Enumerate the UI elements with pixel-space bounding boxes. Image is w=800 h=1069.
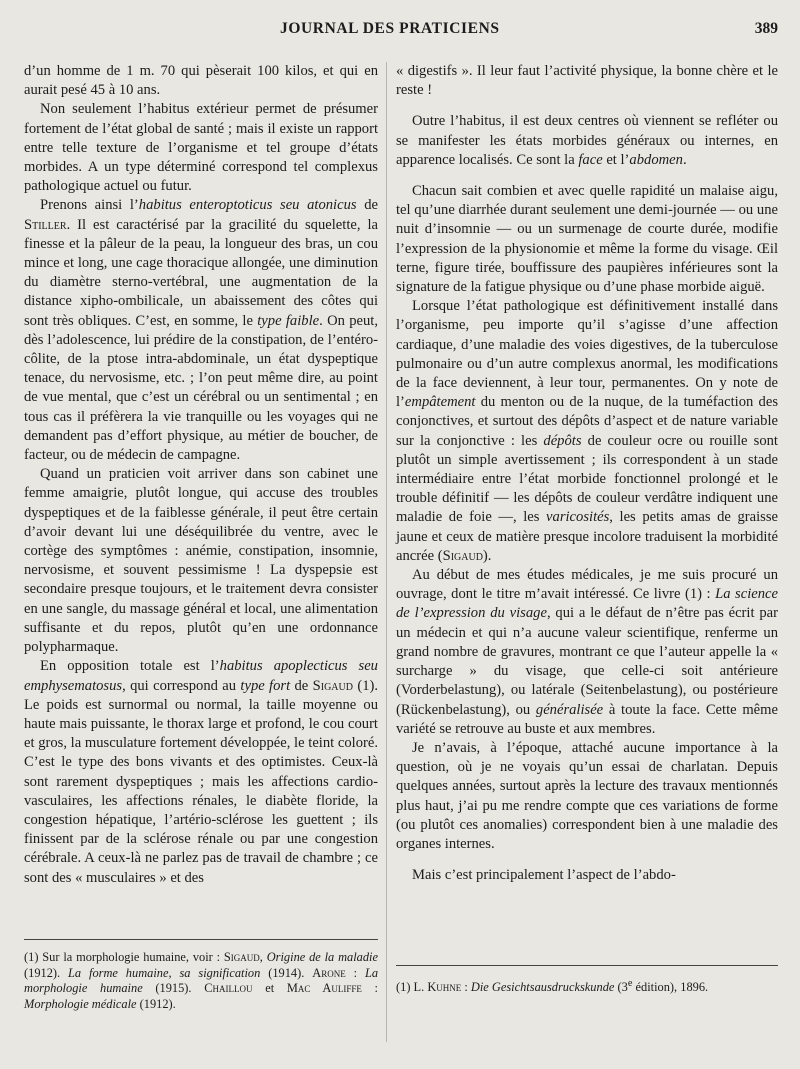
superscript: e: [627, 978, 633, 989]
book-title: La forme humaine, sa signification: [68, 965, 261, 980]
paragraph: Outre l’habitus, il est deux centres où viennent se refléter ou se manifester les états morbides généraux ou internes, en apparence localisés. Ce sont la face et l’abdomen.: [396, 113, 778, 168]
emphasis: généralisée: [535, 701, 604, 718]
author-name: Chaillou: [204, 981, 253, 996]
page-number: 389: [754, 20, 778, 37]
paragraph: Au début de mes études médicales, je me suis procuré un ouvrage, dont le titre m’avait intéressé. Ce livre (1) : La science de l’expression du visage, qui a le défaut de n’être pas écrit par un médecin et qui n’a aucune valeur scientifique, renferme un grand nombre de gravures, montrant ce que l’auteur appelle la « surcharge » du visage, que celle-ci soit antérieure (Vorderbelastung), ou latérale (Seitenbelastung), ou postérieure (Rückenbelastung), ou généralisée à toute la face. Cette même variété se retrouve au buste et aux membres.: [396, 567, 778, 737]
emphasis: empâtement: [404, 394, 476, 411]
book-title: Morphologie médicale: [24, 996, 137, 1011]
paragraph: Je n’avais, à l’époque, attaché aucune importance à la question, où je ne voyais qu’un essai de charlatan. Depuis quelques années, surtout après la lecture des travaux mentionnés plus haut, j’ai pu me rendre compte que ces variations de forme (ou plutôt ces anomalies) correspondent bien à une maladie des organes internes.: [396, 739, 778, 852]
page-header: [0, 16, 800, 46]
paragraph: Lorsque l’état pathologique est définitivement installé dans l’organisme, peu importe qu’il s’agisse d’une affection cardiaque, d’une maladie des voies digestives, de la tuberculose pulmonaire ou d’un autre complexus anormal, les modifications de la face deviennent, à leur tour, permanentes. On y note de l’empâtement du menton ou de la nuque, de la tuméfaction des conjonctives, et surtout des dépôts d’aspect et de nature variable sur la conjonctive : les dépôts de couleur ocre ou rouille sont plutôt un simple avertissement ; ils correspondent à un stade intermédiaire entre l’état morbide fonctionnel prolongé et le trouble définitif — les dépôts de couleur verdâtre indiquent une maladie de foie —, les varicosités, les petits amas de graisse jaune et ceux de matière presque incolore traduisent la morbidité ancrée (Sigaud).: [396, 298, 778, 564]
emphasis: habitus apoplecticus seu emphysematosus: [24, 658, 378, 694]
journal-title: JOURNAL DES PRATICIENS: [280, 20, 500, 37]
author-name: Sigaud: [442, 547, 483, 564]
author-name: Stiller: [24, 216, 67, 233]
author-name: Kuhne: [427, 980, 462, 995]
book-title: La morphologie humaine: [24, 965, 379, 996]
paragraph: « digestifs ». Il leur faut l’activité physique, la bonne chère et le reste !: [396, 63, 778, 99]
author-name: Arone: [312, 965, 346, 980]
book-title: La science de l’expression du visage: [396, 586, 778, 622]
paragraph: Mais c’est principalement l’aspect de l’abdo-: [412, 867, 676, 884]
right-column: [396, 62, 778, 885]
paragraph: d’un homme de 1 m. 70 qui pèserait 100 kilos, et qui en aurait pesé 45 à 10 ans.: [24, 63, 378, 99]
emphasis: varicosités: [546, 509, 610, 526]
emphasis: abdomen: [629, 151, 683, 168]
emphasis: type faible: [257, 312, 320, 329]
author-name: Sigaud: [223, 950, 260, 964]
emphasis: dépôts: [543, 432, 582, 449]
book-title: Origine de la maladie: [266, 950, 378, 964]
left-column: [24, 62, 378, 888]
footnote-right: (1) L. Kuhne : Die Gesichtsausdruckskunde (3e édition), 1896.: [396, 978, 709, 995]
emphasis: habitus enteroptoticus seu atonicus: [138, 197, 357, 214]
author-name: Sigaud: [312, 677, 353, 694]
paragraph: Non seulement l’habitus extérieur permet de présumer fortement de l’état global de santé ; mais il existe un rapport entre telle texture de l’organisme et tel groupe d’états morbides. A un type déterminé correspond tel complexus pathologique actuel ou futur.: [24, 101, 378, 195]
paragraph: Chacun sait combien et avec quelle rapidité un malaise aigu, tel qu’une diarrhée durant seulement une demi-journée — ou une nuit d’insomnie — ou un surmenage de courte durée, modifie l’expression de la physionomie et même la forme du visage. Œil terne, figure tirée, bouffissure des paupières inférieures sont la signature de la fatigue physique ou d’une phase morbide aiguë.: [396, 183, 778, 296]
footnote-rule: [24, 939, 378, 940]
emphasis: face: [578, 151, 603, 168]
paragraph: En opposition totale est l’habitus apoplecticus seu emphysematosus, qui correspond au type fort de Sigaud (1). Le poids est surnormal ou normal, la taille moyenne ou haute mais puissante, le thorax large et profond, le cou court et gros, la musculature fortement développée, le teint coloré. C’est le type des bons vivants et des optimistes. Ceux-là sont rarement dyspeptiques ; mais les affections cardio-vasculaires, les affections rénales, le diabète floride, la congestion hépatique, l’artério-sclérose les guettent ; ils finissent par de la sclérose rénale ou par une congestion cérébrale. A ceux-là ne parlez pas de travail de chambre ; ce sont des « musculaires » et des: [24, 658, 378, 886]
paragraph: Quand un praticien voit arriver dans son cabinet une femme amaigrie, plutôt longue, qui accuse des troubles dyspeptiques et de la faiblesse générale, il peut être certain d’avoir devant lui une déséquilibrée du ventre, avec le cortège des symptômes : anémie, constipation, insomnie, nervosisme, et souvent pessimisme ! La dyspepsie est secondaire presque toujours, et le traitement devra consister en une sangle, du massage général et local, une alimentation suffisante et du repos, plutôt qu’en une ordonnance polypharmaque.: [24, 466, 378, 656]
paragraph: Prenons ainsi l’habitus enteroptoticus seu atonicus de Stiller. Il est caractérisé par la gracilité du squelette, la finesse et la pâleur de la peau, la longueur des bras, un cou mince et long, une cage thoracique allongée, une diminution du diamètre sterno-vertébral, une augmentation de la distance xipho-ombilicale, un abaissement des côtes qui sont très obliques. C’est, en somme, le type faible. On peut, dès l’adolescence, lui prédire de la constipation, de l’entéro-côlite, de la ptose intra-abdominale, un état dyspeptique tenace, du nervosisme, etc. ; l’on peut même dire, au point de vue mental, que c’est un cérébral ou un sentimental ; en tous cas il préfèrera la vie tranquille ou les voyages qui ne demandent pas d’effort physique, au métier de boucher, de facteur, ou de médecin de campagne.: [24, 197, 378, 464]
emphasis: type fort: [240, 677, 291, 694]
author-name: Mac Auliffe: [286, 981, 362, 996]
column-divider: [386, 62, 387, 1042]
footnote-rule: [396, 965, 778, 966]
book-title: Die Gesichtsausdruckskunde: [470, 980, 615, 995]
footnote-left: (1) Sur la morphologie humaine, voir : Sigaud, Origine de la maladie (1912). La forme humaine, sa signification (1914). Arone : La morphologie humaine (1915). Chaillou et Mac Auliffe : Morphologie médicale (1912).: [24, 950, 379, 1011]
